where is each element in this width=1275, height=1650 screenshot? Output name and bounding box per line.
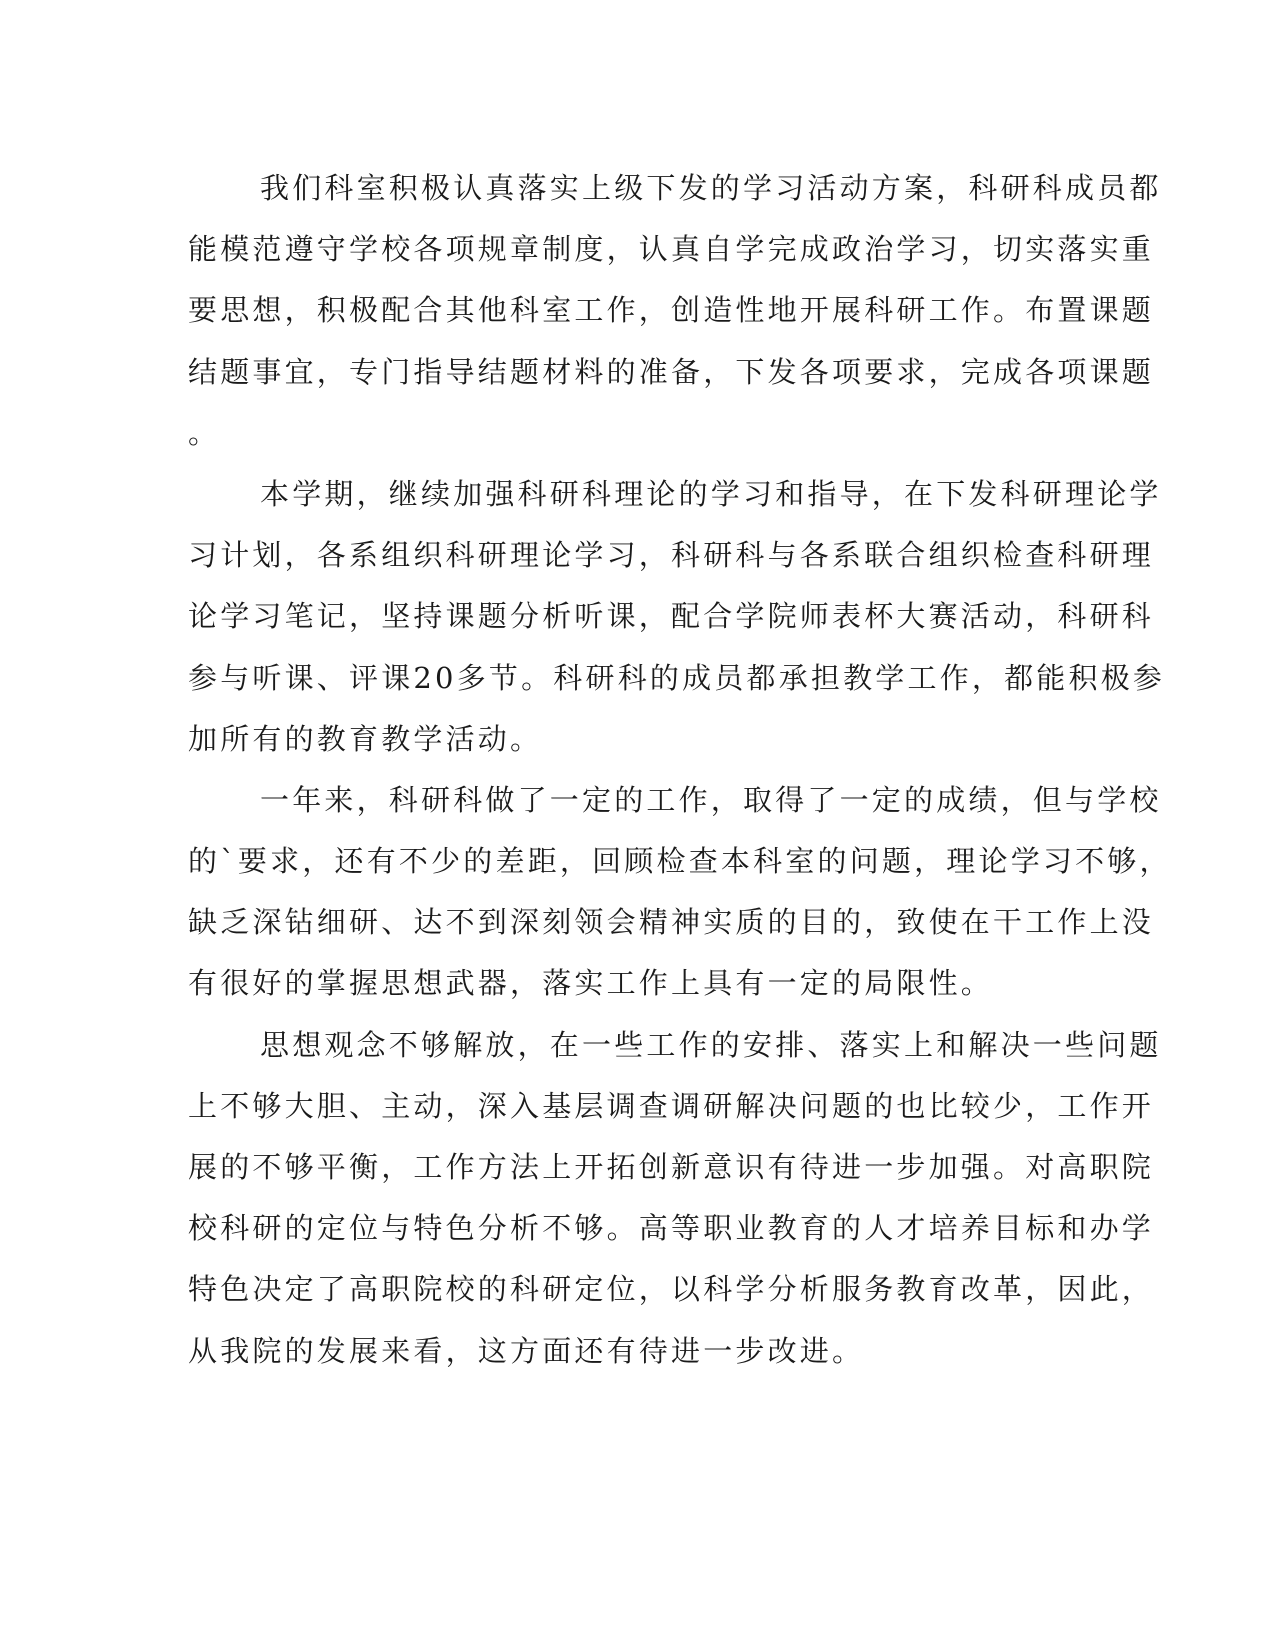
text-line: 习计划，各系组织科研理论学习，科研科与各系联合组织检查科研理 <box>188 538 1155 573</box>
text-line: 思想观念不够解放，在一些工作的安排、落实上和解决一些问题 <box>260 1027 1162 1062</box>
text-line: 校科研的定位与特色分析不够。高等职业教育的人才培养目标和办学 <box>188 1211 1155 1246</box>
text-line: 有很好的掌握思想武器，落实工作上具有一定的局限性。 <box>188 966 994 1001</box>
text-line: 论学习笔记，坚持课题分析听课，配合学院师表杯大赛活动，科研科 <box>188 599 1155 634</box>
text-line: 我们科室积极认真落实上级下发的学习活动方案，科研科成员都 <box>260 171 1162 205</box>
text-line: 缺乏深钻细研、达不到深刻领会精神实质的目的，致使在干工作上没 <box>188 905 1155 940</box>
text-line: 的`要求，还有不少的差距，回顾检查本科室的问题，理论学习不够， <box>188 844 1172 879</box>
document-body <box>188 158 1172 1382</box>
text-line: 。 <box>188 415 221 450</box>
text-line: 一年来，科研科做了一定的工作，取得了一定的成绩，但与学校 <box>260 782 1162 817</box>
text-line: 展的不够平衡，工作方法上开拓创新意识有待进一步加强。对高职院 <box>188 1150 1155 1184</box>
text-line: 上不够大胆、主动，深入基层调查调研解决问题的也比较少，工作开 <box>188 1088 1155 1123</box>
text-line: 从我院的发展来看，这方面还有待进一步改进。 <box>188 1333 865 1368</box>
text-line: 要思想，积极配合其他科室工作，创造性地开展科研工作。布置课题 <box>188 293 1155 328</box>
text-line: 能模范遵守学校各项规章制度，认真自学完成政治学习，切实落实重 <box>188 232 1155 267</box>
text-line: 参与听课、评课20多节。科研科的成员都承担教学工作，都能积极参 <box>188 660 1166 695</box>
text-line: 结题事宜，专门指导结题材料的准备，下发各项要求，完成各项课题 <box>188 354 1155 389</box>
text-line: 加所有的教育教学活动。 <box>188 721 543 756</box>
text-line: 特色决定了高职院校的科研定位，以科学分析服务教育改革，因此， <box>188 1272 1155 1307</box>
text-line: 本学期，继续加强科研科理论的学习和指导，在下发科研理论学 <box>260 476 1162 511</box>
